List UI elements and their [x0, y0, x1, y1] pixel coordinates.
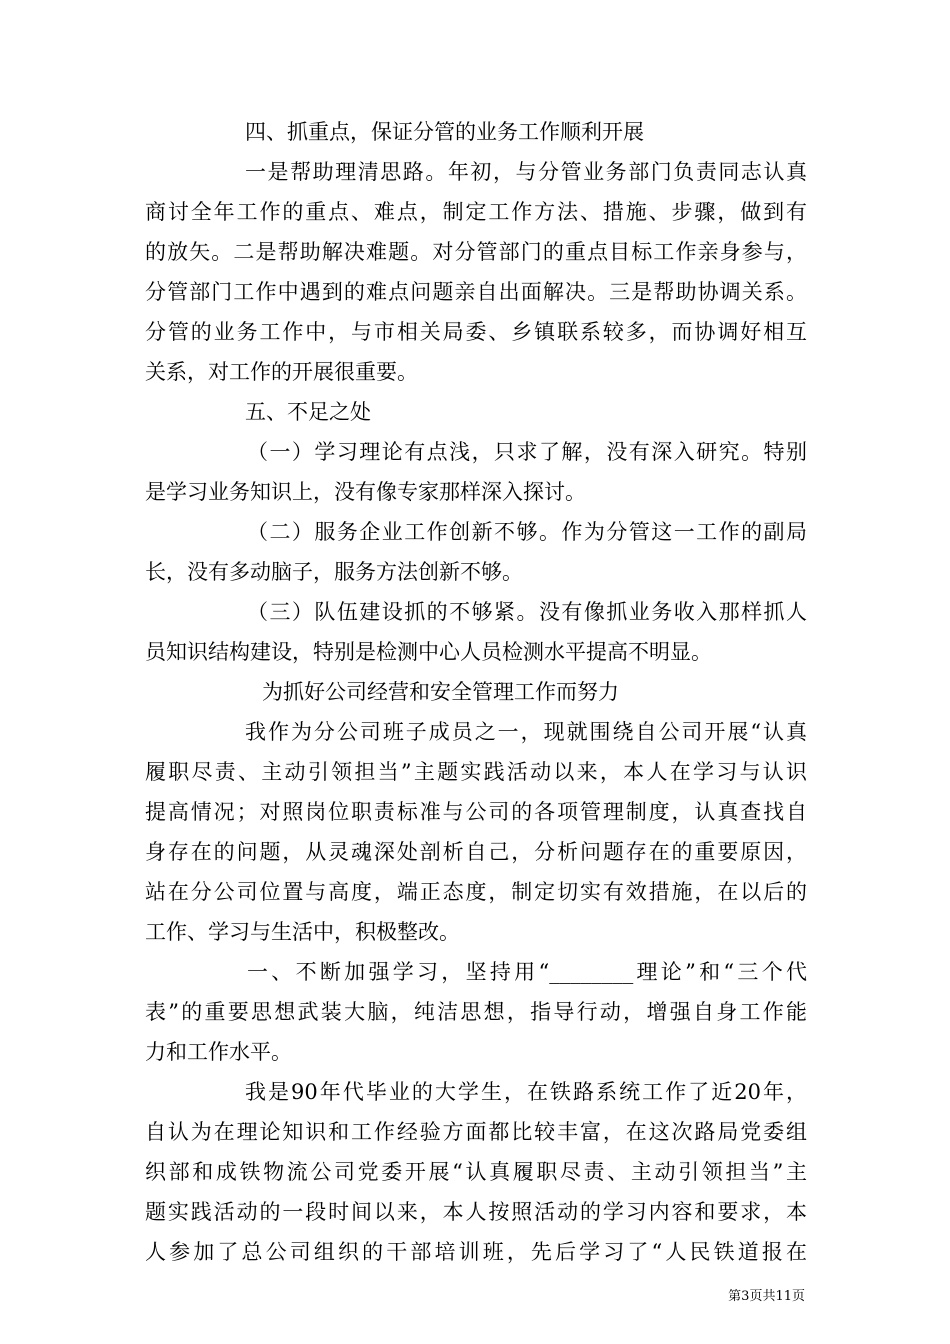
paragraph-line: （三）队伍建设抓的不够紧。没有像抓业务收入那样抓人: [247, 600, 807, 624]
paragraph-line: 自认为在理论知识和工作经验方面都比较丰富，在这次路局党委组: [145, 1120, 807, 1144]
paragraph-line: 履职尽责、主动引领担当”主题实践活动以来，本人在学习与认识: [145, 760, 807, 784]
paragraph-line: 员知识结构建设，特别是检测中心人员检测水平提高不明显。: [145, 640, 712, 664]
paragraph-line: 人参加了总公司组织的干部培训班，先后学习了“人民铁道报在: [145, 1240, 807, 1264]
page-number: 第3页共11页: [728, 1289, 805, 1304]
paragraph-line: （二）服务企业工作创新不够。作为分管这一工作的副局: [247, 520, 807, 544]
paragraph-line: 商讨全年工作的重点、难点，制定工作方法、措施、步骤，做到有: [145, 200, 807, 224]
paragraph-line: 身存在的问题，从灵魂深处剖析自己，分析问题存在的重要原因，: [145, 840, 807, 864]
paragraph-line: 织部和成铁物流公司党委开展“认真履职尽责、主动引领担当”主: [145, 1160, 807, 1184]
paragraph-line: 站在分公司位置与高度，端正态度，制定切实有效措施，在以后的: [145, 880, 807, 904]
section-heading-1: 一、不断加强学习，坚持用“________理论”和“三个代: [247, 960, 807, 984]
paragraph-line: 长，没有多动脑子，服务方法创新不够。: [145, 560, 523, 584]
paragraph-line: 一是帮助理清思路。年初，与分管业务部门负责同志认真: [245, 160, 807, 184]
paragraph-line: 的放矢。二是帮助解决难题。对分管部门的重点目标工作亲身参与，: [145, 240, 807, 264]
paragraph-line: 表”的重要思想武装大脑，纯洁思想，指导行动，增强自身工作能: [145, 1000, 807, 1024]
paragraph-line: （一）学习理论有点浅，只求了解，没有深入研究。特别: [247, 440, 807, 464]
paragraph-line: 关系，对工作的开展很重要。: [145, 360, 418, 384]
paragraph-line: 是学习业务知识上，没有像专家那样深入探讨。: [145, 480, 586, 504]
paragraph-line: 分管的业务工作中，与市相关局委、乡镇联系较多，而协调好相互: [145, 320, 807, 344]
article-title: 为抓好公司经营和安全管理工作而努力: [262, 680, 619, 704]
paragraph-line: 力和工作水平。: [145, 1040, 292, 1064]
paragraph-line: 题实践活动的一段时间以来，本人按照活动的学习内容和要求，本: [145, 1200, 807, 1224]
paragraph-line: 工作、学习与生活中，积极整改。: [145, 920, 460, 944]
section-heading-5: 五、不足之处: [245, 400, 371, 424]
paragraph-line: 提高情况；对照岗位职责标准与公司的各项管理制度，认真查找自: [145, 800, 807, 824]
paragraph-line: 分管部门工作中遇到的难点问题亲自出面解决。三是帮助协调关系。: [145, 280, 807, 304]
paragraph-line: 我作为分公司班子成员之一，现就围绕自公司开展“认真: [245, 720, 807, 744]
section-heading-4: 四、抓重点，保证分管的业务工作顺利开展: [245, 120, 644, 144]
paragraph-line: 我是90年代毕业的大学生，在铁路系统工作了近20年，: [245, 1080, 807, 1104]
